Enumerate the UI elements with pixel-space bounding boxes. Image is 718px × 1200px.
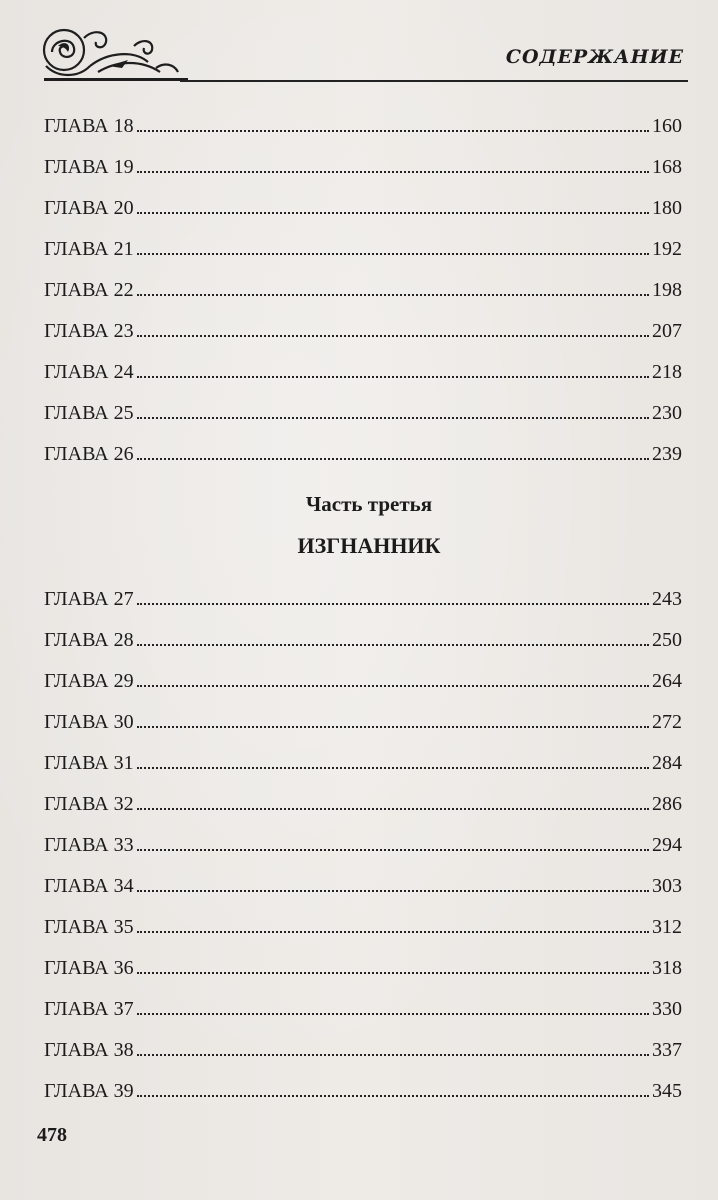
dot-leader <box>137 1013 649 1015</box>
dot-leader <box>137 335 649 337</box>
page-header <box>38 22 688 84</box>
dot-leader <box>137 808 649 810</box>
toc-entry-page-number: 284 <box>652 752 682 774</box>
toc-entry-page-number: 312 <box>652 916 682 938</box>
dot-leader <box>137 1095 649 1097</box>
toc-entry <box>44 570 682 611</box>
toc-entry <box>44 425 682 466</box>
dot-leader <box>137 644 649 646</box>
toc-entry-label: ГЛАВА 37 <box>44 998 134 1020</box>
toc-entry-page-number: 192 <box>652 238 682 260</box>
toc-entry-label: ГЛАВА 29 <box>44 670 134 692</box>
toc-list-top <box>44 97 682 466</box>
toc-entry-page-number: 345 <box>652 1080 682 1102</box>
toc-entry-label: ГЛАВА 24 <box>44 361 134 383</box>
toc-entry <box>44 816 682 857</box>
toc-entry-label: ГЛАВА 34 <box>44 875 134 897</box>
toc-entry <box>44 97 682 138</box>
toc-entry-page-number: 239 <box>652 443 682 465</box>
toc-entry-label: ГЛАВА 27 <box>44 588 134 610</box>
toc-entry-label: ГЛАВА 23 <box>44 320 134 342</box>
toc-entry-page-number: 337 <box>652 1039 682 1061</box>
toc-entry-label: ГЛАВА 25 <box>44 402 134 424</box>
dot-leader <box>137 294 649 296</box>
dot-leader <box>137 603 649 605</box>
toc-entry-page-number: 180 <box>652 197 682 219</box>
dot-leader <box>137 726 649 728</box>
part-subtitle: Часть третья <box>305 492 433 516</box>
dot-leader <box>137 171 649 173</box>
toc-entry-label: ГЛАВА 32 <box>44 793 134 815</box>
toc-entry-label: ГЛАВА 18 <box>44 115 134 137</box>
toc-entry-label: ГЛАВА 30 <box>44 711 134 733</box>
toc-entry-page-number: 243 <box>652 588 682 610</box>
toc-entry-page-number: 286 <box>652 793 682 815</box>
toc-list-bottom <box>44 570 682 1103</box>
running-head: СОДЕРЖАНИЕ <box>505 46 684 68</box>
toc-entry-label: ГЛАВА 38 <box>44 1039 134 1061</box>
toc-entry <box>44 220 682 261</box>
dot-leader <box>137 253 649 255</box>
dot-leader <box>137 1054 649 1056</box>
toc-entry-page-number: 160 <box>652 115 682 137</box>
toc-entry-label: ГЛАВА 33 <box>44 834 134 856</box>
toc-entry-page-number: 272 <box>652 711 682 733</box>
dot-leader <box>137 767 649 769</box>
toc-entry <box>44 261 682 302</box>
toc-entry-label: ГЛАВА 21 <box>44 238 134 260</box>
dot-leader <box>137 376 649 378</box>
toc-entry <box>44 898 682 939</box>
toc-entry-page-number: 303 <box>652 875 682 897</box>
dot-leader <box>137 849 649 851</box>
toc-entry-page-number: 330 <box>652 998 682 1020</box>
dot-leader <box>137 417 649 419</box>
toc-entry <box>44 857 682 898</box>
toc-entry <box>44 611 682 652</box>
folk-scroll-ornament-icon <box>38 22 188 84</box>
toc-entry-page-number: 294 <box>652 834 682 856</box>
toc-entry <box>44 775 682 816</box>
toc-entry-page-number: 264 <box>652 670 682 692</box>
toc-entry <box>44 179 682 220</box>
toc-entry <box>44 980 682 1021</box>
toc-entry-label: ГЛАВА 26 <box>44 443 134 465</box>
toc-entry-label: ГЛАВА 36 <box>44 957 134 979</box>
toc-entry <box>44 693 682 734</box>
toc-entry-page-number: 250 <box>652 629 682 651</box>
toc-entry-label: ГЛАВА 19 <box>44 156 134 178</box>
part-heading <box>0 492 718 559</box>
toc-entry-label: ГЛАВА 28 <box>44 629 134 651</box>
toc-entry <box>44 1062 682 1103</box>
toc-entry-label: ГЛАВА 20 <box>44 197 134 219</box>
toc-entry <box>44 384 682 425</box>
toc-entry-page-number: 168 <box>652 156 682 178</box>
toc-entry <box>44 652 682 693</box>
dot-leader <box>137 972 649 974</box>
page-number: 478 <box>37 1124 67 1146</box>
dot-leader <box>137 685 649 687</box>
toc-entry <box>44 302 682 343</box>
toc-entry-page-number: 218 <box>652 361 682 383</box>
toc-entry-page-number: 230 <box>652 402 682 424</box>
toc-entry-label: ГЛАВА 22 <box>44 279 134 301</box>
toc-entry <box>44 138 682 179</box>
dot-leader <box>137 458 649 460</box>
toc-entry-label: ГЛАВА 31 <box>44 752 134 774</box>
toc-entry-label: ГЛАВА 39 <box>44 1080 134 1102</box>
toc-entry <box>44 734 682 775</box>
toc-entry <box>44 1021 682 1062</box>
toc-entry-page-number: 198 <box>652 279 682 301</box>
dot-leader <box>137 890 649 892</box>
toc-entry-page-number: 318 <box>652 957 682 979</box>
dot-leader <box>137 931 649 933</box>
dot-leader <box>137 130 649 132</box>
toc-entry <box>44 343 682 384</box>
toc-entry-label: ГЛАВА 35 <box>44 916 134 938</box>
dot-leader <box>137 212 649 214</box>
toc-entry <box>44 939 682 980</box>
header-rule <box>180 80 688 82</box>
part-title: ИЗГНАННИК <box>297 533 441 558</box>
toc-entry-page-number: 207 <box>652 320 682 342</box>
